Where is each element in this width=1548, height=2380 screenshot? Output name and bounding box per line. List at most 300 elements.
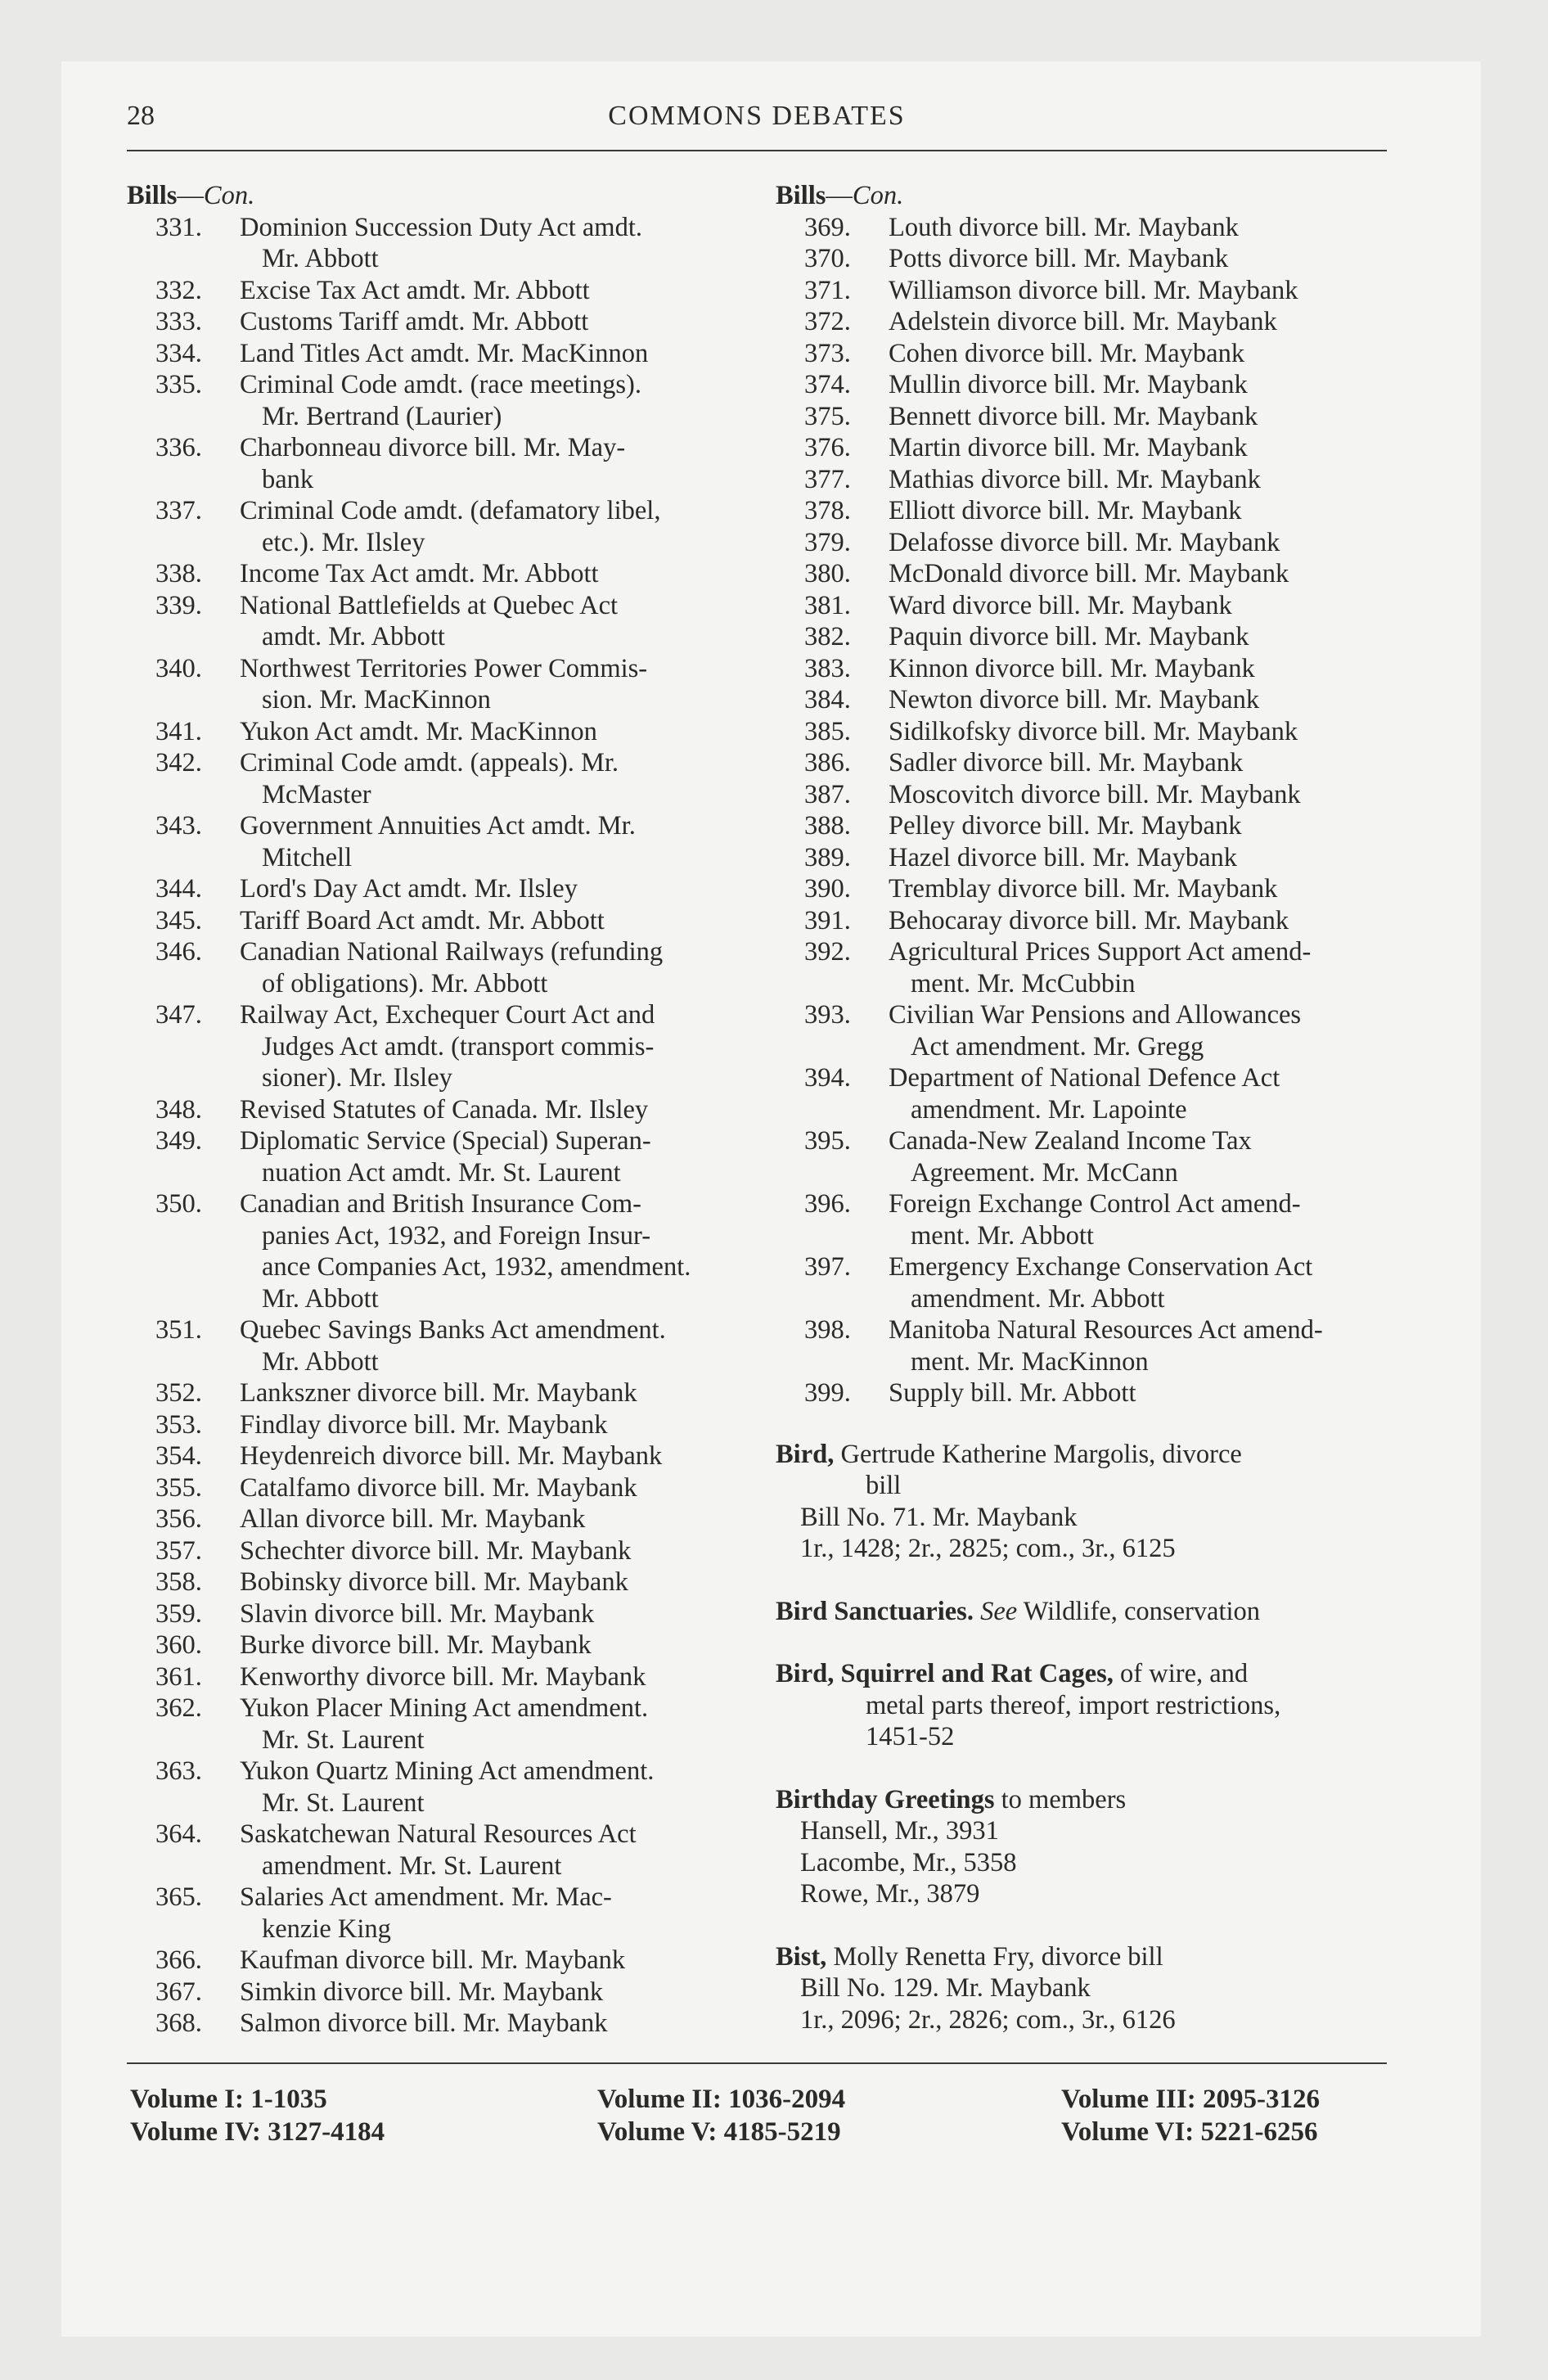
bill-item bbox=[776, 1251, 1397, 1314]
bill-number: 375. bbox=[804, 401, 851, 431]
bill-item bbox=[127, 716, 736, 748]
bill-title-line: Northwest Territories Power Commis- bbox=[240, 653, 648, 683]
bill-number: 338. bbox=[155, 559, 202, 588]
bill-title bbox=[241, 432, 736, 495]
bill-title bbox=[241, 1661, 736, 1693]
bill-title-line: Potts divorce bill. Mr. Maybank bbox=[889, 244, 1229, 273]
bill-item bbox=[776, 275, 1397, 307]
bill-title bbox=[241, 1535, 736, 1567]
bill-title-line: Williamson divorce bill. Mr. Maybank bbox=[889, 275, 1298, 305]
bill-title-line: Kaufman divorce bill. Mr. Maybank bbox=[240, 1945, 626, 1975]
entry-subline: Lacombe, Mr., 5358 bbox=[800, 1847, 1017, 1877]
bill-item bbox=[127, 1977, 736, 2008]
bill-title-line: amendment. Mr. St. Laurent bbox=[262, 1850, 562, 1881]
bill-title bbox=[241, 1629, 736, 1661]
bill-item bbox=[776, 243, 1397, 275]
bill-title-line: Revised Statutes of Canada. Mr. Ilsley bbox=[240, 1094, 649, 1125]
bill-title bbox=[241, 936, 736, 999]
bill-title-line: Saskatchewan Natural Resources Act bbox=[240, 1819, 637, 1849]
bill-item bbox=[776, 1188, 1397, 1251]
entry-heading bbox=[776, 1658, 1397, 1690]
bill-item bbox=[776, 905, 1397, 937]
bill-title-line: Yukon Act amdt. Mr. MacKinnon bbox=[240, 716, 597, 746]
bill-item bbox=[127, 558, 736, 590]
bill-title-line: Kenworthy divorce bill. Mr. Maybank bbox=[240, 1661, 646, 1692]
bill-title bbox=[241, 1977, 736, 2008]
bill-item bbox=[127, 873, 736, 905]
bill-number: 387. bbox=[804, 779, 851, 809]
bill-title-line: Excise Tax Act amdt. Mr. Abbott bbox=[240, 275, 590, 305]
bill-item bbox=[127, 1882, 736, 1945]
section-heading-left: Bills—Con. bbox=[127, 181, 255, 210]
bill-title-line: Sidilkofsky divorce bill. Mr. Maybank bbox=[889, 716, 1298, 746]
bill-number: 351. bbox=[155, 1315, 202, 1345]
left-item-list bbox=[127, 212, 736, 2040]
bill-title bbox=[890, 464, 1397, 496]
bill-item bbox=[127, 338, 736, 370]
bill-title bbox=[890, 212, 1397, 244]
bill-title-line: Elliott divorce bill. Mr. Maybank bbox=[889, 496, 1242, 525]
bill-number: 362. bbox=[155, 1693, 202, 1723]
bill-title-line: Lord's Day Act amdt. Mr. Ilsley bbox=[240, 874, 578, 904]
right-column bbox=[776, 180, 1397, 2035]
bill-item bbox=[127, 212, 736, 275]
section-heading-right: Bills—Con. bbox=[776, 181, 904, 210]
entry-heading bbox=[776, 1784, 1397, 1816]
bill-title bbox=[241, 810, 736, 873]
bill-title-line: Quebec Savings Banks Act amendment. bbox=[240, 1315, 666, 1345]
bill-title-line: panies Act, 1932, and Foreign Insur- bbox=[262, 1220, 651, 1251]
bill-title bbox=[241, 212, 736, 275]
bill-number: 361. bbox=[155, 1661, 202, 1692]
bill-item bbox=[127, 369, 736, 432]
entry-subline: Hansell, Mr., 3931 bbox=[800, 1816, 999, 1846]
bill-number: 371. bbox=[804, 275, 851, 305]
bill-title bbox=[241, 716, 736, 748]
bill-title-line: amendment. Mr. Lapointe bbox=[911, 1094, 1187, 1125]
bill-title-line: amdt. Mr. Abbott bbox=[262, 622, 445, 651]
bill-title-line: Schechter divorce bill. Mr. Maybank bbox=[240, 1535, 632, 1566]
bill-item bbox=[127, 590, 736, 653]
bill-title bbox=[890, 527, 1397, 559]
bill-item bbox=[776, 1377, 1397, 1409]
bill-number: 333. bbox=[155, 307, 202, 336]
bill-title bbox=[241, 1945, 736, 1977]
bill-title-line: Salaries Act amendment. Mr. Mac- bbox=[240, 1882, 612, 1912]
bill-title bbox=[241, 1188, 736, 1314]
bill-title bbox=[890, 936, 1397, 999]
volume-label: Volume VI: 5221-6256 bbox=[1061, 2117, 1318, 2147]
volume-label: Volume III: 2095-3126 bbox=[1061, 2085, 1320, 2114]
bill-title-line: ment. Mr. MacKinnon bbox=[911, 1346, 1149, 1377]
bill-number: 359. bbox=[155, 1598, 202, 1629]
entry-heading bbox=[776, 1941, 1397, 1973]
bill-number: 376. bbox=[804, 433, 851, 462]
index-entries bbox=[776, 1439, 1397, 2036]
bill-title-line: Agreement. Mr. McCann bbox=[911, 1157, 1178, 1188]
bill-item bbox=[776, 306, 1397, 338]
bill-title-line: Mullin divorce bill. Mr. Maybank bbox=[889, 370, 1248, 399]
index-entry bbox=[776, 1784, 1397, 1910]
bill-item bbox=[776, 1314, 1397, 1377]
bill-number: 358. bbox=[155, 1567, 202, 1597]
bill-title bbox=[241, 905, 736, 937]
bill-title-line: Agricultural Prices Support Act amend- bbox=[889, 937, 1312, 967]
header-rule bbox=[127, 150, 1387, 151]
bill-title bbox=[890, 999, 1397, 1062]
bill-item bbox=[127, 1693, 736, 1756]
footer-col-3 bbox=[1061, 2083, 1320, 2148]
bill-item bbox=[127, 1472, 736, 1504]
bill-title-line: Land Titles Act amdt. Mr. MacKinnon bbox=[240, 338, 649, 368]
bill-title-line: Canadian National Railways (refunding bbox=[240, 937, 664, 967]
bill-title-line: Adelstein divorce bill. Mr. Maybank bbox=[889, 307, 1277, 336]
bill-title bbox=[890, 369, 1397, 401]
bill-item bbox=[776, 716, 1397, 748]
bill-number: 337. bbox=[155, 496, 202, 525]
bill-title-line: Criminal Code amdt. (race meetings). bbox=[240, 370, 641, 399]
bill-item bbox=[127, 1377, 736, 1409]
bill-number: 372. bbox=[804, 307, 851, 336]
bill-title-line: Allan divorce bill. Mr. Maybank bbox=[240, 1504, 586, 1534]
bill-number: 331. bbox=[155, 212, 202, 242]
entry-subline: 1r., 1428; 2r., 2825; com., 3r., 6125 bbox=[800, 1534, 1176, 1563]
bill-title bbox=[890, 716, 1397, 748]
bill-title-line: Simkin divorce bill. Mr. Maybank bbox=[240, 1977, 604, 2007]
bill-title bbox=[241, 873, 736, 905]
bill-title-line: Criminal Code amdt. (appeals). Mr. bbox=[240, 748, 619, 778]
bill-number: 373. bbox=[804, 338, 851, 368]
bill-title bbox=[890, 873, 1397, 905]
bill-number: 342. bbox=[155, 748, 202, 778]
bill-number: 368. bbox=[155, 2008, 202, 2038]
bill-title bbox=[241, 1566, 736, 1598]
bill-item bbox=[776, 779, 1397, 811]
bill-item bbox=[127, 1188, 736, 1314]
bill-title-line: Emergency Exchange Conservation Act bbox=[889, 1252, 1313, 1282]
entry-text: of wire, and bbox=[1120, 1659, 1249, 1688]
bill-title bbox=[890, 1062, 1397, 1125]
bill-title-line: Supply bill. Mr. Abbott bbox=[889, 1378, 1136, 1408]
bill-item bbox=[127, 495, 736, 558]
bill-number: 341. bbox=[155, 716, 202, 746]
bill-title-line: bank bbox=[262, 464, 314, 494]
bill-item bbox=[776, 653, 1397, 685]
bill-item bbox=[127, 999, 736, 1094]
bill-title bbox=[241, 590, 736, 653]
bill-number: 378. bbox=[804, 496, 851, 525]
bill-title-line: Bobinsky divorce bill. Mr. Maybank bbox=[240, 1567, 628, 1597]
bill-number: 348. bbox=[155, 1094, 202, 1125]
bill-item bbox=[127, 275, 736, 307]
volume-label: Volume II: 1036-2094 bbox=[597, 2085, 846, 2114]
bill-item bbox=[776, 527, 1397, 559]
bill-item bbox=[127, 1661, 736, 1693]
bill-title-line: Mr. St. Laurent bbox=[262, 1787, 425, 1818]
bill-title-line: Yukon Placer Mining Act amendment. bbox=[240, 1693, 649, 1723]
bill-number: 355. bbox=[155, 1472, 202, 1503]
footer-col-1 bbox=[130, 2083, 385, 2148]
bill-title bbox=[241, 338, 736, 370]
bill-number: 399. bbox=[804, 1378, 851, 1408]
right-item-list bbox=[776, 212, 1397, 1409]
entry-keyword: Bist, bbox=[776, 1941, 827, 1972]
bill-title bbox=[890, 779, 1397, 811]
bill-title-line: Tremblay divorce bill. Mr. Maybank bbox=[889, 874, 1278, 904]
bill-item bbox=[127, 936, 736, 999]
entry-text-wrap: metal parts thereof, import restrictions, bbox=[866, 1690, 1281, 1720]
bill-item bbox=[127, 1314, 736, 1377]
bill-title bbox=[241, 1314, 736, 1377]
bill-title-line: Paquin divorce bill. Mr. Maybank bbox=[889, 622, 1249, 651]
bill-item bbox=[776, 464, 1397, 496]
bill-title bbox=[890, 905, 1397, 937]
bill-item bbox=[127, 653, 736, 716]
entry-keyword: Bird, Squirrel and Rat Cages, bbox=[776, 1659, 1114, 1688]
bill-title bbox=[890, 1314, 1397, 1377]
entry-subline: Bill No. 129. Mr. Maybank bbox=[800, 1973, 1091, 2003]
index-entry bbox=[776, 1439, 1397, 1565]
bill-item bbox=[776, 432, 1397, 464]
bill-title bbox=[241, 1440, 736, 1472]
bill-number: 366. bbox=[155, 1945, 202, 1975]
bill-title bbox=[241, 275, 736, 307]
bill-item bbox=[776, 338, 1397, 370]
bill-item bbox=[127, 1440, 736, 1472]
bill-number: 380. bbox=[804, 559, 851, 588]
bill-title bbox=[241, 1598, 736, 1630]
bill-number: 356. bbox=[155, 1504, 202, 1534]
bill-item bbox=[127, 1566, 736, 1598]
bill-title-line: Yukon Quartz Mining Act amendment. bbox=[240, 1756, 655, 1786]
bill-item bbox=[127, 810, 736, 873]
bill-item bbox=[776, 1125, 1397, 1188]
bill-title-line: Act amendment. Mr. Gregg bbox=[911, 1031, 1204, 1062]
bill-number: 336. bbox=[155, 433, 202, 462]
bill-number: 381. bbox=[804, 590, 851, 620]
entry-heading bbox=[776, 1596, 1397, 1628]
bill-title bbox=[241, 1094, 736, 1126]
bill-title-line: Diplomatic Service (Special) Superan- bbox=[240, 1126, 651, 1156]
bill-item bbox=[776, 936, 1397, 999]
bill-item bbox=[127, 1535, 736, 1567]
entry-keyword: Bird, bbox=[776, 1439, 835, 1469]
bill-number: 389. bbox=[804, 842, 851, 872]
bill-title-line: Behocaray divorce bill. Mr. Maybank bbox=[889, 905, 1289, 935]
bill-item bbox=[127, 1945, 736, 1977]
bill-number: 352. bbox=[155, 1378, 202, 1408]
bill-title bbox=[890, 842, 1397, 874]
bill-item bbox=[127, 1819, 736, 1882]
bill-title-line: sioner). Mr. Ilsley bbox=[262, 1063, 452, 1093]
bill-title-line: Civilian War Pensions and Allowances bbox=[889, 1000, 1302, 1030]
bill-number: 353. bbox=[155, 1409, 202, 1440]
bill-title bbox=[241, 1377, 736, 1409]
bill-title-line: Delafosse divorce bill. Mr. Maybank bbox=[889, 527, 1280, 557]
volume-label: Volume V: 4185-5219 bbox=[597, 2117, 841, 2147]
bill-title-line: Criminal Code amdt. (defamatory libel, bbox=[240, 496, 661, 525]
bill-item bbox=[776, 558, 1397, 590]
bill-title-line: Charbonneau divorce bill. Mr. May- bbox=[240, 433, 626, 462]
bill-number: 393. bbox=[804, 1000, 851, 1030]
footer-col-2 bbox=[597, 2083, 845, 2148]
bill-item bbox=[776, 590, 1397, 622]
bill-number: 344. bbox=[155, 874, 202, 904]
bill-title-line: Mr. Abbott bbox=[262, 1346, 379, 1377]
bill-title bbox=[890, 810, 1397, 842]
bill-title-line: Kinnon divorce bill. Mr. Maybank bbox=[889, 653, 1255, 683]
entry-text: to members bbox=[1001, 1784, 1127, 1814]
bill-title bbox=[890, 1125, 1397, 1188]
bill-item bbox=[127, 1125, 736, 1188]
bill-number: 392. bbox=[804, 937, 851, 967]
bill-title-line: Income Tax Act amdt. Mr. Abbott bbox=[240, 559, 599, 588]
bill-item bbox=[776, 873, 1397, 905]
bill-number: 385. bbox=[804, 716, 851, 746]
volume-label: Volume I: 1-1035 bbox=[130, 2085, 327, 2114]
bill-number: 346. bbox=[155, 937, 202, 967]
bill-number: 388. bbox=[804, 811, 851, 841]
bill-number: 340. bbox=[155, 653, 202, 683]
bill-title-line: Manitoba Natural Resources Act amend- bbox=[889, 1315, 1323, 1345]
bill-number: 394. bbox=[804, 1063, 851, 1093]
bill-title-line: Hazel divorce bill. Mr. Maybank bbox=[889, 842, 1237, 872]
see-reference: See bbox=[980, 1596, 1018, 1626]
bill-number: 360. bbox=[155, 1630, 202, 1660]
bill-item bbox=[776, 495, 1397, 527]
bill-title-line: Judges Act amdt. (transport commis- bbox=[262, 1031, 655, 1062]
bill-title bbox=[890, 1188, 1397, 1251]
index-entry bbox=[776, 1596, 1397, 1628]
bill-title-line: Findlay divorce bill. Mr. Maybank bbox=[240, 1409, 608, 1440]
bill-title bbox=[241, 1882, 736, 1945]
bill-title bbox=[890, 306, 1397, 338]
bill-title-line: amendment. Mr. Abbott bbox=[911, 1283, 1165, 1314]
bill-title-line: Government Annuities Act amdt. Mr. bbox=[240, 811, 636, 841]
bill-number: 332. bbox=[155, 275, 202, 305]
bill-title bbox=[890, 495, 1397, 527]
bill-item bbox=[776, 369, 1397, 401]
bill-title bbox=[890, 401, 1397, 433]
bill-title-line: Mr. Abbott bbox=[262, 244, 379, 273]
bill-title-line: Mr. Abbott bbox=[262, 1283, 379, 1314]
bill-item bbox=[776, 1062, 1397, 1125]
bill-item bbox=[127, 432, 736, 495]
bill-title bbox=[241, 2008, 736, 2040]
bill-title bbox=[241, 1503, 736, 1535]
bill-item bbox=[776, 747, 1397, 779]
bill-number: 397. bbox=[804, 1252, 851, 1282]
bill-number: 395. bbox=[804, 1126, 851, 1156]
bill-title-line: Canada-New Zealand Income Tax bbox=[889, 1126, 1252, 1156]
bill-title-line: Cohen divorce bill. Mr. Maybank bbox=[889, 338, 1245, 368]
bill-item bbox=[127, 1094, 736, 1126]
bill-number: 357. bbox=[155, 1535, 202, 1566]
bill-title bbox=[241, 369, 736, 432]
bill-item bbox=[776, 999, 1397, 1062]
bill-item bbox=[127, 1409, 736, 1441]
bill-number: 374. bbox=[804, 370, 851, 399]
bill-title-line: Dominion Succession Duty Act amdt. bbox=[240, 212, 642, 242]
bill-title bbox=[241, 1819, 736, 1882]
bill-number: 384. bbox=[804, 685, 851, 714]
bill-number: 339. bbox=[155, 590, 202, 620]
bill-title bbox=[890, 558, 1397, 590]
bill-title-line: Slavin divorce bill. Mr. Maybank bbox=[240, 1598, 595, 1629]
bill-number: 365. bbox=[155, 1882, 202, 1912]
bill-title-line: Martin divorce bill. Mr. Maybank bbox=[889, 433, 1248, 462]
bill-title bbox=[890, 243, 1397, 275]
bill-title bbox=[890, 747, 1397, 779]
bill-title-line: of obligations). Mr. Abbott bbox=[262, 968, 548, 998]
bill-item bbox=[127, 1503, 736, 1535]
footer-rule bbox=[127, 2062, 1387, 2064]
bill-item bbox=[127, 747, 736, 810]
bill-title-line: National Battlefields at Quebec Act bbox=[240, 590, 619, 620]
bill-number: 379. bbox=[804, 527, 851, 557]
bill-title bbox=[890, 338, 1397, 370]
page-header bbox=[127, 101, 1387, 143]
bill-title-line: Railway Act, Exchequer Court Act and bbox=[240, 1000, 655, 1030]
bill-number: 390. bbox=[804, 874, 851, 904]
bill-title-line: nuation Act amdt. Mr. St. Laurent bbox=[262, 1157, 621, 1188]
entry-text-wrap: bill bbox=[866, 1471, 902, 1500]
bill-title bbox=[890, 275, 1397, 307]
entry-subline: 1r., 2096; 2r., 2826; com., 3r., 6126 bbox=[800, 2004, 1176, 2035]
entry-heading bbox=[776, 1439, 1397, 1471]
bill-item bbox=[127, 1756, 736, 1819]
bill-number: 354. bbox=[155, 1441, 202, 1471]
index-entry bbox=[776, 1941, 1397, 2036]
entry-keyword: Birthday Greetings bbox=[776, 1784, 995, 1814]
bill-number: 377. bbox=[804, 464, 851, 494]
bill-title bbox=[890, 684, 1397, 716]
entry-text: Gertrude Katherine Margolis, divorce bbox=[840, 1439, 1242, 1469]
bill-title-line: Mr. St. Laurent bbox=[262, 1724, 425, 1755]
bill-title-line: ance Companies Act, 1932, amendment. bbox=[262, 1252, 691, 1282]
bill-title-line: Salmon divorce bill. Mr. Maybank bbox=[240, 2008, 608, 2038]
bill-item bbox=[776, 810, 1397, 842]
bill-item bbox=[776, 842, 1397, 874]
bill-title-line: Heydenreich divorce bill. Mr. Maybank bbox=[240, 1441, 663, 1471]
bill-title-line: Mitchell bbox=[262, 842, 353, 872]
bill-number: 345. bbox=[155, 905, 202, 935]
left-column bbox=[127, 180, 736, 2040]
bill-item bbox=[127, 2008, 736, 2040]
bill-title bbox=[241, 1693, 736, 1756]
bill-title bbox=[890, 432, 1397, 464]
bill-title-line: Customs Tariff amdt. Mr. Abbott bbox=[240, 307, 589, 336]
bill-title bbox=[241, 653, 736, 716]
bill-number: 350. bbox=[155, 1189, 202, 1219]
bill-title-line: Louth divorce bill. Mr. Maybank bbox=[889, 212, 1239, 242]
entry-text: Molly Renetta Fry, divorce bill bbox=[833, 1941, 1163, 1972]
bill-title-line: kenzie King bbox=[262, 1913, 391, 1944]
bill-number: 369. bbox=[804, 212, 851, 242]
bill-number: 363. bbox=[155, 1756, 202, 1786]
bill-title-line: Tariff Board Act amdt. Mr. Abbott bbox=[240, 905, 605, 935]
bill-number: 386. bbox=[804, 748, 851, 778]
entry-text-wrap: 1451-52 bbox=[866, 1722, 955, 1751]
bill-title-line: Foreign Exchange Control Act amend- bbox=[889, 1189, 1301, 1219]
bill-number: 383. bbox=[804, 653, 851, 683]
bill-title-line: Canadian and British Insurance Com- bbox=[240, 1189, 641, 1219]
bill-title-line: McDonald divorce bill. Mr. Maybank bbox=[889, 559, 1289, 588]
bill-title bbox=[241, 1756, 736, 1819]
bill-title-line: Pelley divorce bill. Mr. Maybank bbox=[889, 811, 1242, 841]
entry-subline: Bill No. 71. Mr. Maybank bbox=[800, 1502, 1078, 1532]
bill-number: 334. bbox=[155, 338, 202, 368]
